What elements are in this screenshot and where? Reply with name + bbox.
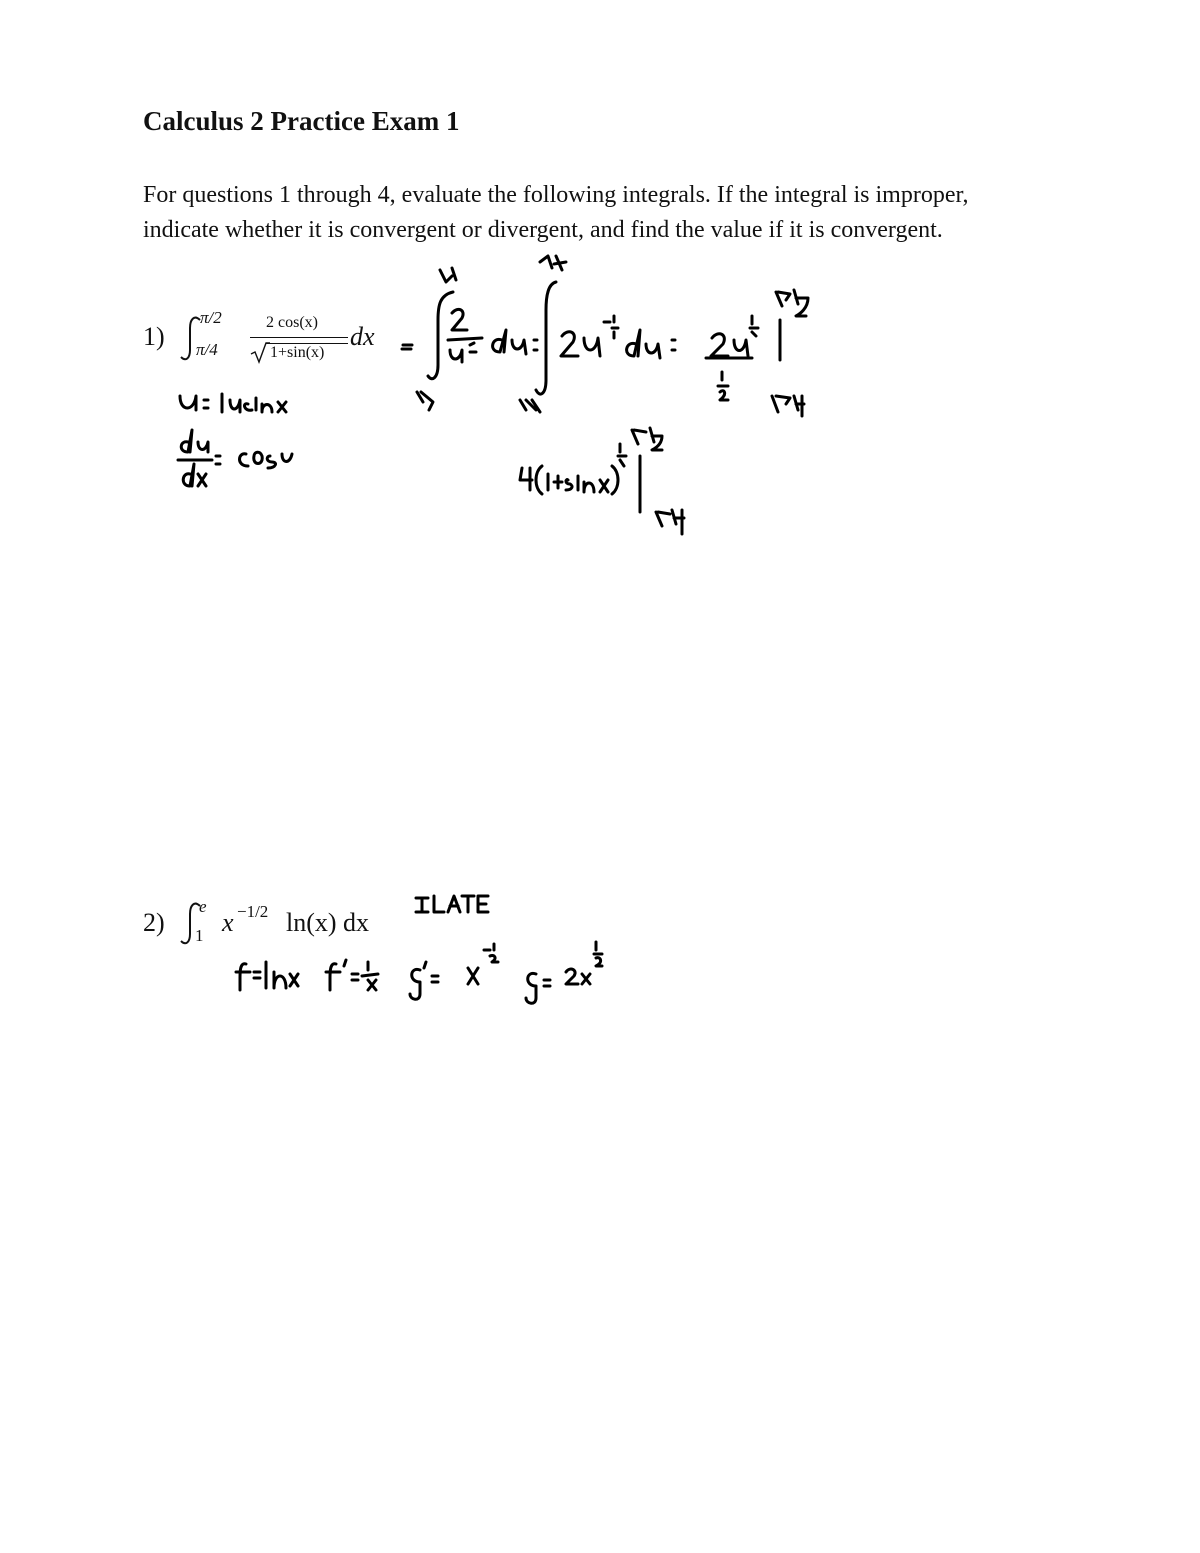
question-1-number: 1) <box>143 322 165 351</box>
handwriting-q1 <box>0 0 1 1</box>
instructions-paragraph: For questions 1 through 4, evaluate the following integrals. If the integral is improper, indicate whether it is convergent or divergent, and find the value if it is convergent. <box>143 182 969 243</box>
question-2-integrand: x <box>222 908 234 937</box>
question-1-upper-limit: π/2 <box>200 308 222 327</box>
question-1-denominator: 1+sin(x) <box>270 344 325 361</box>
question-2-exponent: −1/2 <box>237 902 269 921</box>
question-2-rest: ln(x) dx <box>286 908 370 937</box>
question-1-numerator: 2 cos(x) <box>266 314 318 331</box>
page-title: Calculus 2 Practice Exam 1 <box>143 106 460 136</box>
question-2-number: 2) <box>143 908 165 937</box>
question-2-upper-limit: e <box>199 897 207 916</box>
question-1-lower-limit: π/4 <box>196 340 218 359</box>
question-1-differential: dx <box>350 322 375 351</box>
question-2-lower-limit: 1 <box>195 926 204 945</box>
